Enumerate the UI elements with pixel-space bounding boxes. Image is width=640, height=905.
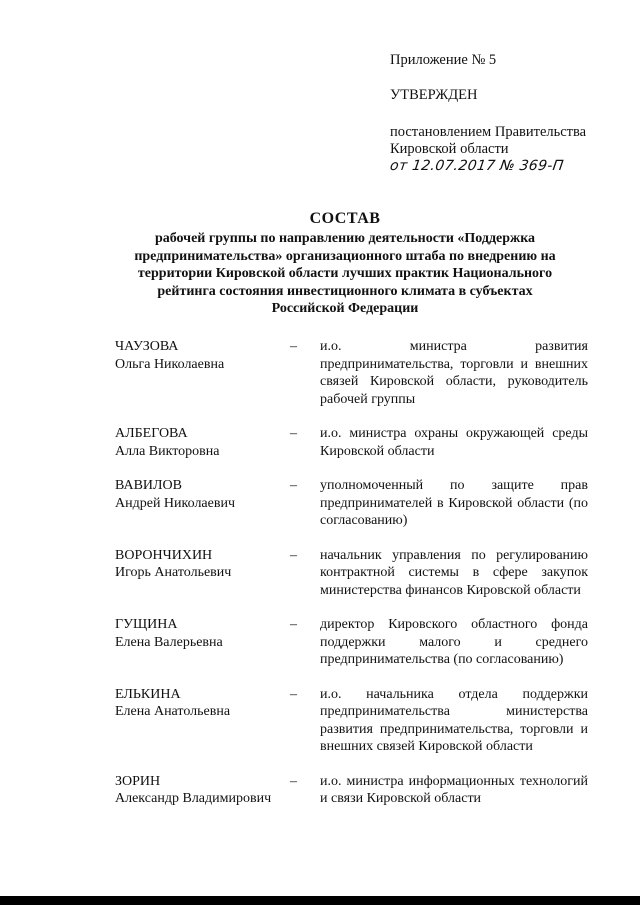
member-name	[115, 686, 295, 721]
member-dash: –	[290, 617, 297, 632]
member-name	[115, 338, 295, 373]
member-dash: –	[290, 339, 297, 354]
resolution-date-number	[390, 158, 620, 175]
member-name	[115, 425, 295, 460]
member-row	[115, 616, 595, 669]
member-dash: –	[290, 686, 297, 702]
member-role: и.о. начальника отдела поддержки предпринимательства министерства развития предпринимательства, торговли и внешних связей Кировской области	[320, 686, 588, 754]
member-surname: ЧАУЗОВА	[115, 339, 179, 354]
member-name	[115, 477, 295, 512]
member-role: начальник управления по регулированию контрактной системы в сфере закупок министерства финансов Кировской области	[320, 547, 588, 598]
member-given-name: Андрей Николаевич	[115, 495, 235, 511]
member-surname: АЛБЕГОВА	[115, 426, 188, 441]
appendix-label: Приложение № 5	[390, 52, 497, 68]
member-dash: –	[290, 547, 297, 563]
member-row	[115, 686, 595, 756]
member-role: и.о. министра информационных технологий и связи Кировской области	[320, 773, 588, 806]
member-surname: ЗОРИН	[115, 773, 161, 789]
member-list	[115, 338, 595, 808]
member-name	[115, 773, 295, 808]
member-given-name: Ольга Николаевна	[115, 356, 225, 372]
member-role: уполномоченный по защите прав предпринимателей в Кировской области (по согласованию)	[320, 478, 588, 528]
member-given-name: Елена Анатольевна	[115, 704, 231, 719]
title-line-5: Российской Федерации	[271, 301, 419, 316]
member-surname: ВАВИЛОВ	[115, 478, 182, 493]
title-line-4: рейтинга состояния инвестиционного климата в субъектах	[157, 283, 533, 299]
member-given-name: Елена Валерьевна	[115, 634, 223, 650]
approved-stamp: УТВЕРЖДЕН	[390, 87, 478, 103]
member-dash: –	[290, 478, 297, 493]
member-surname: ВОРОНЧИХИН	[115, 547, 213, 563]
member-role: и.о. министра развития предпринимательства, торговли и внешних связей Кировской области, руководитель рабочей группы	[320, 339, 588, 407]
member-row	[115, 338, 595, 408]
member-name	[115, 547, 295, 582]
member-surname: ГУЩИНА	[115, 617, 178, 632]
bottom-scan-border	[0, 896, 640, 905]
member-surname: ЕЛЬКИНА	[115, 686, 181, 702]
member-row	[115, 547, 595, 600]
member-given-name: Александр Владимирович	[115, 791, 272, 806]
member-role: директор Кировского областного фонда поддержки малого и среднего предпринимательства (по согласованию)	[320, 617, 588, 667]
title-heading: СОСТАВ	[309, 210, 381, 227]
member-role: и.о. министра охраны окружающей среды Кировской области	[320, 426, 588, 459]
member-row	[115, 477, 595, 530]
handwritten-date-number: от 12.07.2017 № 369-П	[388, 158, 565, 174]
approval-block	[390, 52, 620, 175]
resolution-line-1: постановлением Правительства	[390, 124, 587, 140]
member-name	[115, 616, 295, 651]
member-row	[115, 773, 595, 808]
member-given-name: Алла Викторовна	[115, 443, 220, 459]
resolution-line-2: Кировской области	[390, 141, 509, 157]
member-row	[115, 425, 595, 460]
title-line-2: предпринимательства» организационного штаба по внедрению на	[134, 248, 556, 264]
title-line-3: территории Кировской области лучших практик Национального	[137, 266, 553, 281]
title-line-1: рабочей группы по направлению деятельности «Поддержка	[154, 231, 536, 246]
member-dash: –	[290, 426, 297, 441]
document-title	[95, 210, 595, 318]
member-dash: –	[290, 773, 297, 789]
member-given-name: Игорь Анатольевич	[115, 565, 232, 580]
